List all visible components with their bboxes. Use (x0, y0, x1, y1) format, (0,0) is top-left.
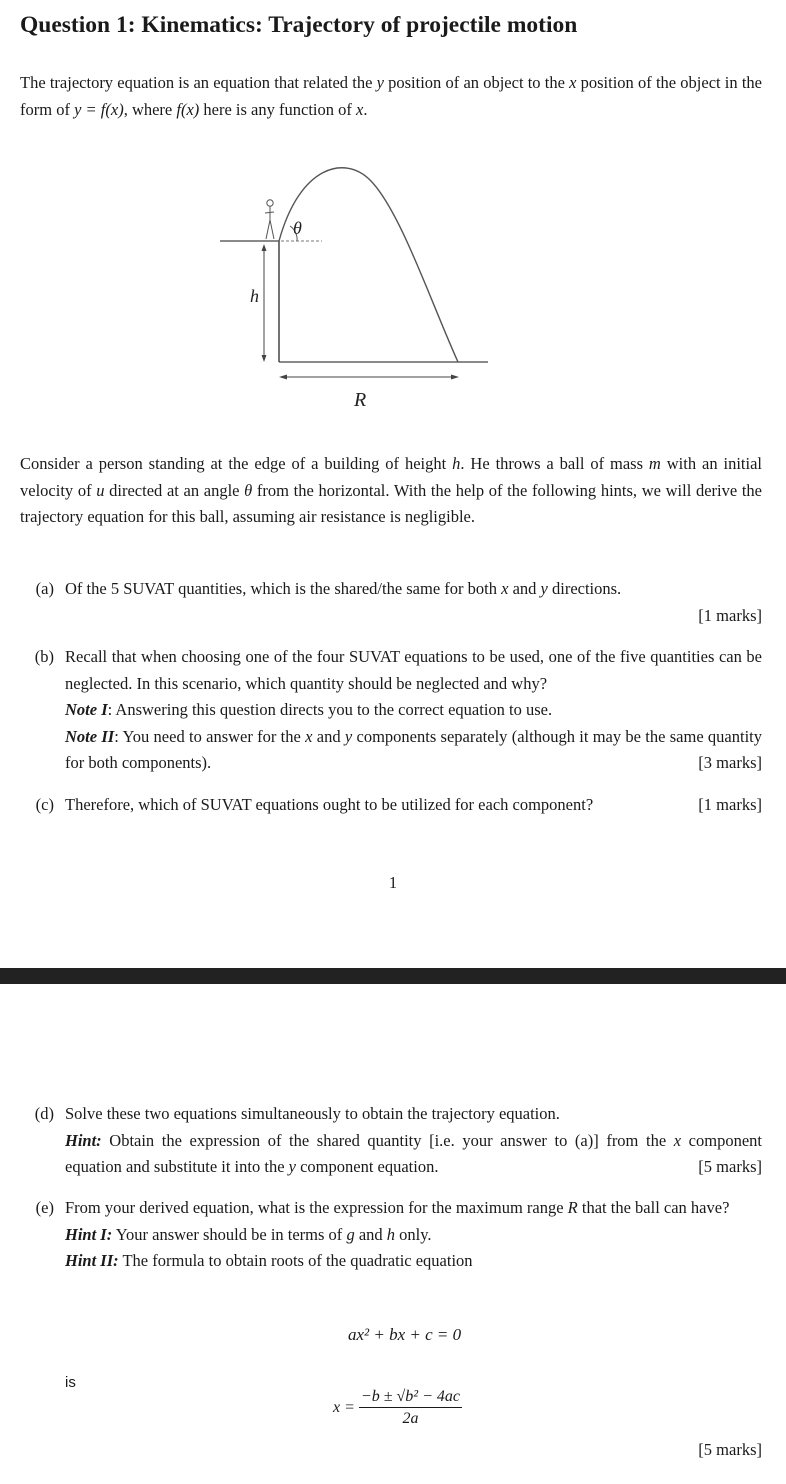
question-d-hint: Hint: Obtain the expression of the shared quantity [i.e. your answer to (a)] from the x component equation and substitute it into the y component equation. [5 marks] (65, 1128, 762, 1181)
question-e-hint-2: Hint II: The formula to obtain roots of the quadratic equation (65, 1251, 473, 1270)
question-e-label: (e) (35, 1198, 54, 1217)
range-label: R (354, 389, 367, 411)
quadratic-formula (333, 1388, 462, 1428)
question-b-marks: [3 marks] (698, 753, 762, 772)
question-b-note-1: Note I: Answering this question directs you to the correct equation to use. (65, 700, 553, 719)
range-arrowhead-right (451, 375, 459, 380)
question-heading: Question 1: Kinematics: Trajectory of projectile motion (20, 12, 578, 38)
question-e-hint-1: Hint I: Your answer should be in terms of g and h only. (65, 1224, 432, 1244)
intro-paragraph: The trajectory equation is an equation that related the y position of an object to the x position of the object in the form of y = f(x), where f(x) here is any function of x. (20, 73, 762, 119)
projectile-figure (0, 150, 786, 420)
question-e-marks: [5 marks] (698, 1440, 762, 1459)
question-c-label: (c) (35, 795, 54, 814)
page-number: 1 (388, 873, 398, 892)
quadratic-formula-denominator: 2a (402, 1410, 419, 1427)
quadratic-equation: ax² + bx + c = 0 (348, 1325, 462, 1344)
height-arrowhead-top (262, 244, 267, 251)
question-a-label: (a) (35, 579, 54, 598)
is-word: is (65, 1374, 76, 1391)
context-paragraph: Consider a person standing at the edge of a building of height h. He throws a ball of mass m with an initial velocity of u directed at an angle θ from the horizontal. With the help of the following hints, we will derive the trajectory equation for this ball, assuming air resistance is negligible. (20, 454, 763, 526)
question-c-text: Therefore, which of SUVAT equations ought to be utilized for each component? (65, 795, 594, 814)
question-e-text: From your derived equation, what is the expression for the maximum range R that the ball can have? (65, 1198, 730, 1217)
quadratic-formula-lhs: x = (333, 1399, 355, 1416)
question-b-text: Recall that when choosing one of the four SUVAT equations to be used, one of the five quantities can be neglected. In this scenario, which quantity should be neglected and why? (65, 647, 762, 693)
page-divider (0, 968, 786, 984)
question-d-marks: [5 marks] (698, 1157, 762, 1176)
height-label: h (250, 286, 259, 306)
question-d-text: Solve these two equations simultaneously to obtain the trajectory equation. (65, 1104, 560, 1123)
range-arrowhead-left (279, 375, 287, 380)
question-b-label: (b) (34, 647, 54, 666)
height-arrowhead-bottom (262, 355, 267, 362)
theta-label: θ (293, 218, 302, 238)
question-a-marks: [1 marks] (698, 605, 762, 625)
question-a-text: Of the 5 SUVAT quantities, which is the shared/the same for both x and y directions. (65, 579, 622, 598)
question-c-marks: [1 marks] (698, 795, 762, 814)
person-figure (265, 200, 274, 239)
trajectory-curve (279, 168, 458, 362)
question-d-label: (d) (34, 1104, 54, 1123)
quadratic-formula-numerator: −b ± √b² − 4ac (359, 1388, 462, 1408)
question-b-note-2: Note II: You need to answer for the x and y components separately (although it may be the same quantity for both components). [3 marks] (65, 724, 762, 777)
